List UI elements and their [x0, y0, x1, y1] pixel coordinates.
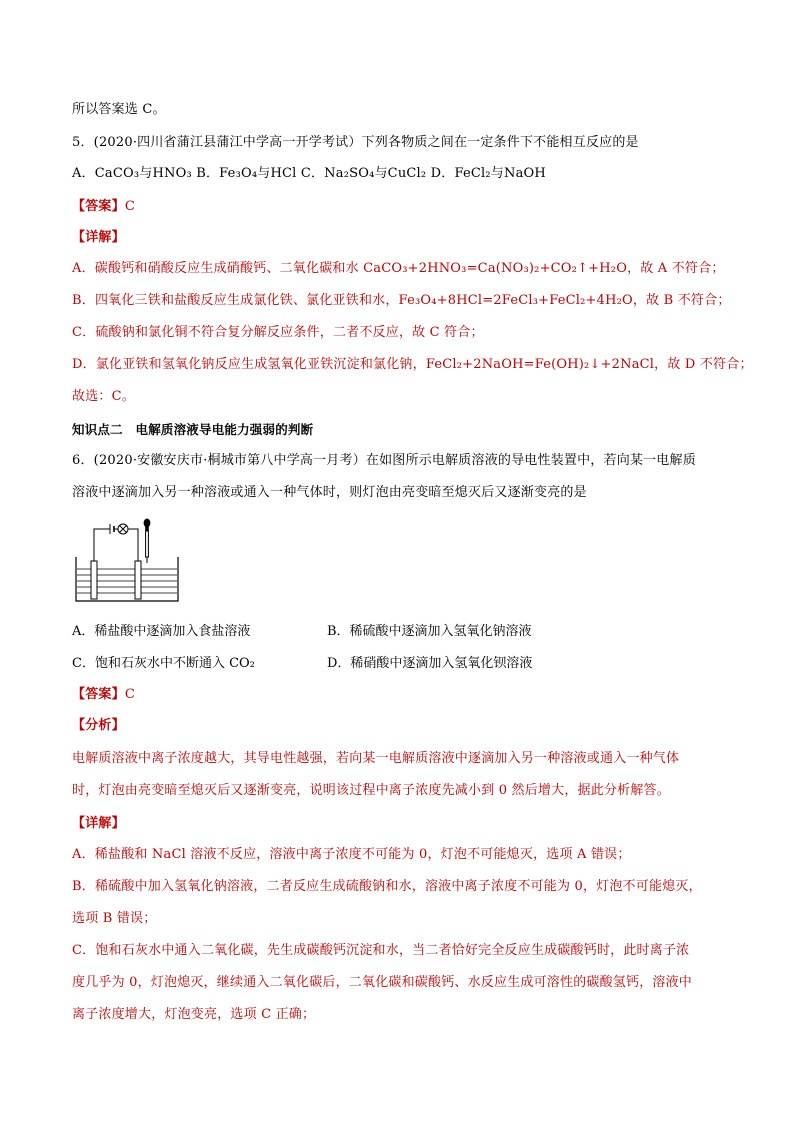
question-5-stem: 5．(2020·四川省蒲江县蒲江中学高一开学考试）下列各物质之间在一定条件下不能相互反应的是 — [72, 135, 639, 150]
knowledge-point-heading: 知识点二 电解质溶液导电能力强弱的判断 — [72, 422, 314, 437]
answer-value: C — [124, 687, 135, 702]
question-6-detail-a: A．稀盐酸和 NaCl 溶液不反应，溶液中离子浓度不可能为 0，灯泡不可能熄灭，选项 A 错误； — [72, 847, 631, 862]
question-5-detail-b: B．四氧化三铁和盐酸反应生成氯化铁、氯化亚铁和水，Fe₃O₄+8HCl=2FeCl₃+FeCl₂+4H₂O，故 B 不符合； — [72, 293, 731, 308]
question-6-detail-b-2: 选项 B 错误； — [72, 911, 157, 926]
answer-tag: 【答案】 — [72, 687, 125, 702]
analysis-tag: 【分析】 — [72, 718, 125, 733]
question-6-detail-c-2: 度几乎为 0，灯泡熄灭，继续通入二氧化碳后，二氧化碳和碳酸钙、水反应生成可溶性的碳酸氢钙，溶液中 — [72, 975, 693, 990]
question-6-stem-2: 溶液中逐滴加入另一种溶液或通入一种气体时，则灯泡由亮变暗至熄灭后又逐渐变亮的是 — [72, 485, 587, 500]
question-5-answer — [72, 197, 734, 217]
question-5-detail-a: A．碳酸钙和硝酸反应生成硝酸钙、二氧化碳和水 CaCO₃+2HNO₃=Ca(NO₃)₂+CO₂↑+H₂O，故 A 不符合； — [72, 261, 725, 276]
question-6-detail-b-1: B．稀硫酸中加入氢氧化钠溶液，二者反应生成硫酸钠和水，溶液中离子浓度不可能为 0，灯泡不可能熄灭， — [72, 879, 702, 894]
conductivity-apparatus-figure — [72, 515, 182, 607]
question-6-detail-c-1: C．饱和石灰水中通入二氧化碳，先生成碳酸钙沉淀和水，当二者恰好完全反应生成碳酸钙时，此时离子浓 — [72, 943, 690, 958]
question-6-detail-c-3: 离子浓度增大，灯泡变亮，选项 C 正确； — [72, 1007, 316, 1022]
question-5-detail-d: D．氯化亚铁和氢氧化钠反应生成氢氧化亚铁沉淀和氯化钠，FeCl₂+2NaOH=Fe(OH)₂↓+2NaCl，故 D 不符合； — [72, 357, 753, 372]
answer-value: C — [124, 199, 135, 214]
question-6-option-c: C．饱和石灰水中不断通入 CO₂ — [72, 656, 255, 671]
question-5-conclusion: 故选：C。 — [72, 389, 135, 404]
question-6-option-a: A．稀盐酸中逐滴加入食盐溶液 — [72, 624, 251, 639]
question-6-stem-1: 6．(2020·安徽安庆市·桐城市第八中学高一月考）在如图所示电解质溶液的导电性装置中，若向某一电解质 — [72, 453, 696, 468]
detail-tag: 【详解】 — [72, 230, 125, 245]
question-6-option-b: B．稀硫酸中逐滴加入氢氧化钠溶液 — [327, 624, 532, 639]
text-line: 所以答案选 C。 — [72, 102, 166, 117]
answer-tag: 【答案】 — [72, 199, 125, 214]
question-5-detail-c: C．硫酸钠和氯化铜不符合复分解反应条件，二者不反应，故 C 符合； — [72, 325, 484, 340]
question-6-option-d: D．稀硝酸中逐滴加入氢氧化钡溶液 — [327, 656, 533, 671]
detail-tag: 【详解】 — [72, 816, 125, 831]
question-6-answer — [72, 685, 734, 705]
question-6-analysis-2: 时，灯泡由亮变暗至熄灭后又逐渐变亮，说明该过程中离子浓度先减小到 0 然后增大，据此分析解答。 — [72, 783, 670, 798]
question-6-analysis-1: 电解质溶液中离子浓度越大，其导电性越强，若向某一电解质溶液中逐滴加入另一种溶液或通入一种气体 — [72, 751, 680, 766]
question-5-options: A．CaCO₃与HNO₃ B．Fe₃O₄与HCl C．Na₂SO₄与CuCl₂ D．FeCl₂与NaOH — [72, 166, 546, 181]
